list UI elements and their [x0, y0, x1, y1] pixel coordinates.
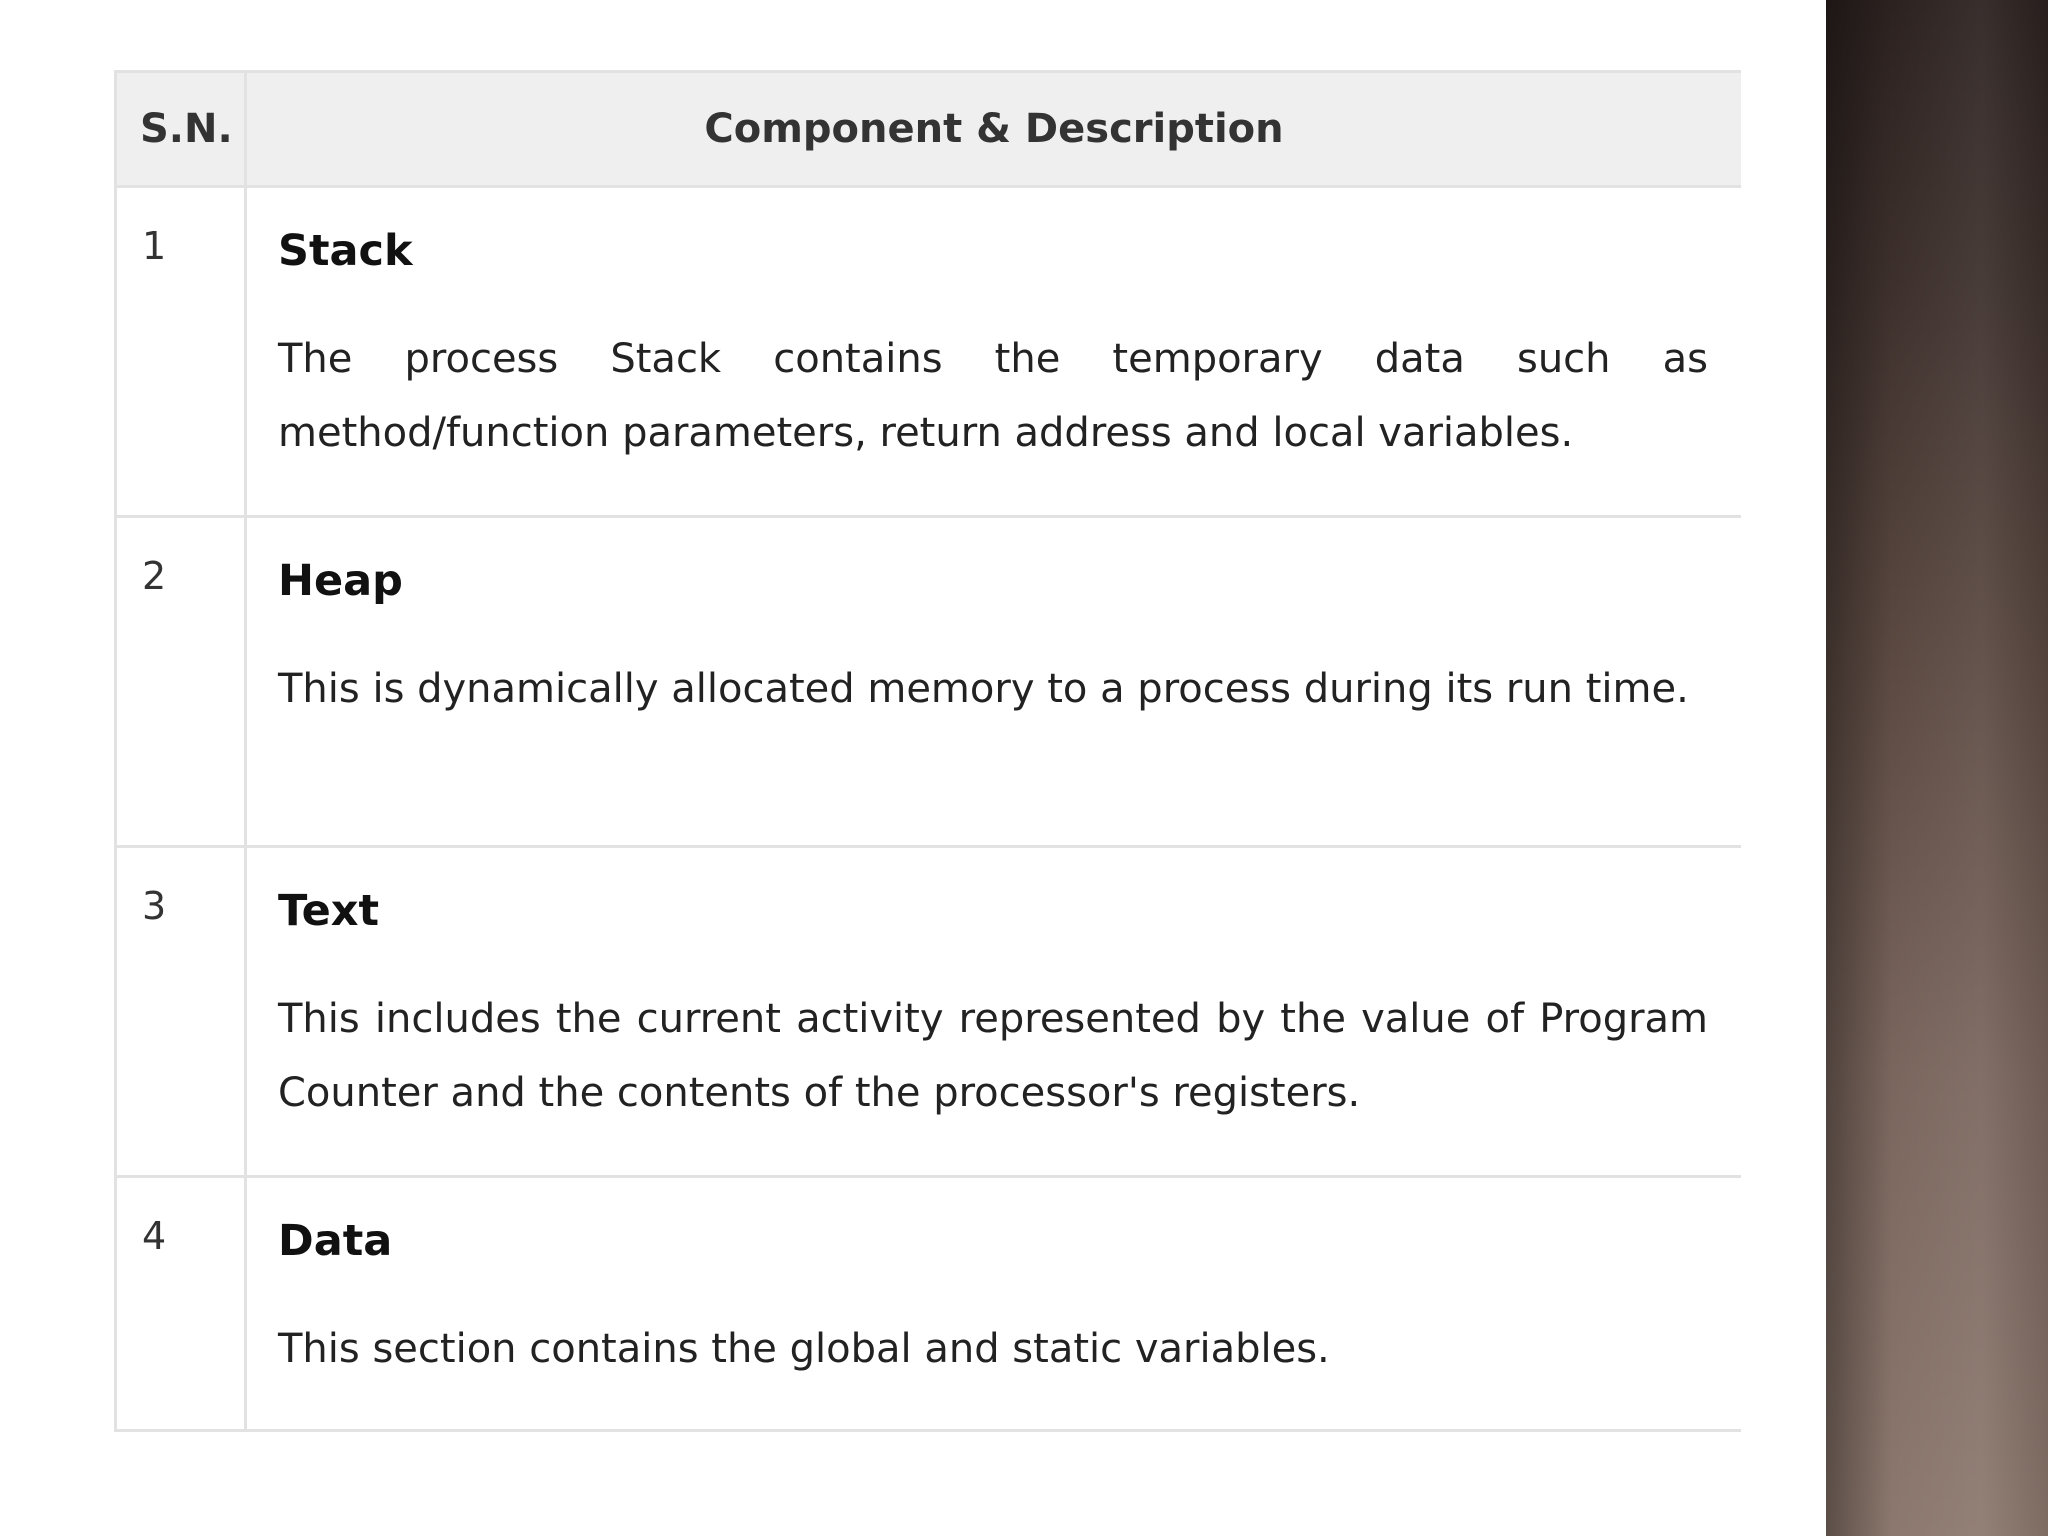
table-row: [117, 188, 1741, 518]
row-number: 1: [142, 224, 167, 268]
row-number: 3: [142, 884, 167, 928]
row-number-cell: [117, 1178, 247, 1429]
component-title: Heap: [278, 556, 403, 606]
header-sn-cell: [117, 73, 247, 185]
row-description-cell: [247, 188, 1741, 515]
header-sn-label: S.N.: [140, 106, 233, 152]
header-description-label: Component & Description: [704, 106, 1284, 152]
component-description: This includes the current activity represented by the value of Program Counter and the contents of the processor's registers.: [278, 996, 1708, 1116]
table-row: [117, 518, 1741, 848]
decorative-side-panel: [1826, 0, 2048, 1536]
row-description-cell: [247, 848, 1741, 1175]
row-number: 2: [142, 554, 167, 598]
row-number-cell: [117, 188, 247, 515]
row-number-cell: [117, 848, 247, 1175]
row-description-cell: [247, 518, 1741, 845]
component-title: Stack: [278, 226, 413, 276]
table-header-row: [117, 73, 1741, 188]
table-row: [117, 848, 1741, 1178]
process-components-table: [114, 70, 1741, 1432]
component-title: Text: [278, 886, 380, 936]
row-number-cell: [117, 518, 247, 845]
component-description: This section contains the global and static variables.: [278, 1326, 1330, 1372]
component-description: This is dynamically allocated memory to a process during its run time.: [278, 666, 1689, 712]
row-description-cell: [247, 1178, 1741, 1429]
header-description-cell: [247, 73, 1741, 185]
component-description: The process Stack contains the temporary data such as method/function parameters, return address and local variables.: [278, 336, 1708, 456]
row-number: 4: [142, 1214, 167, 1258]
component-title: Data: [278, 1216, 393, 1266]
table-row: [117, 1178, 1741, 1429]
